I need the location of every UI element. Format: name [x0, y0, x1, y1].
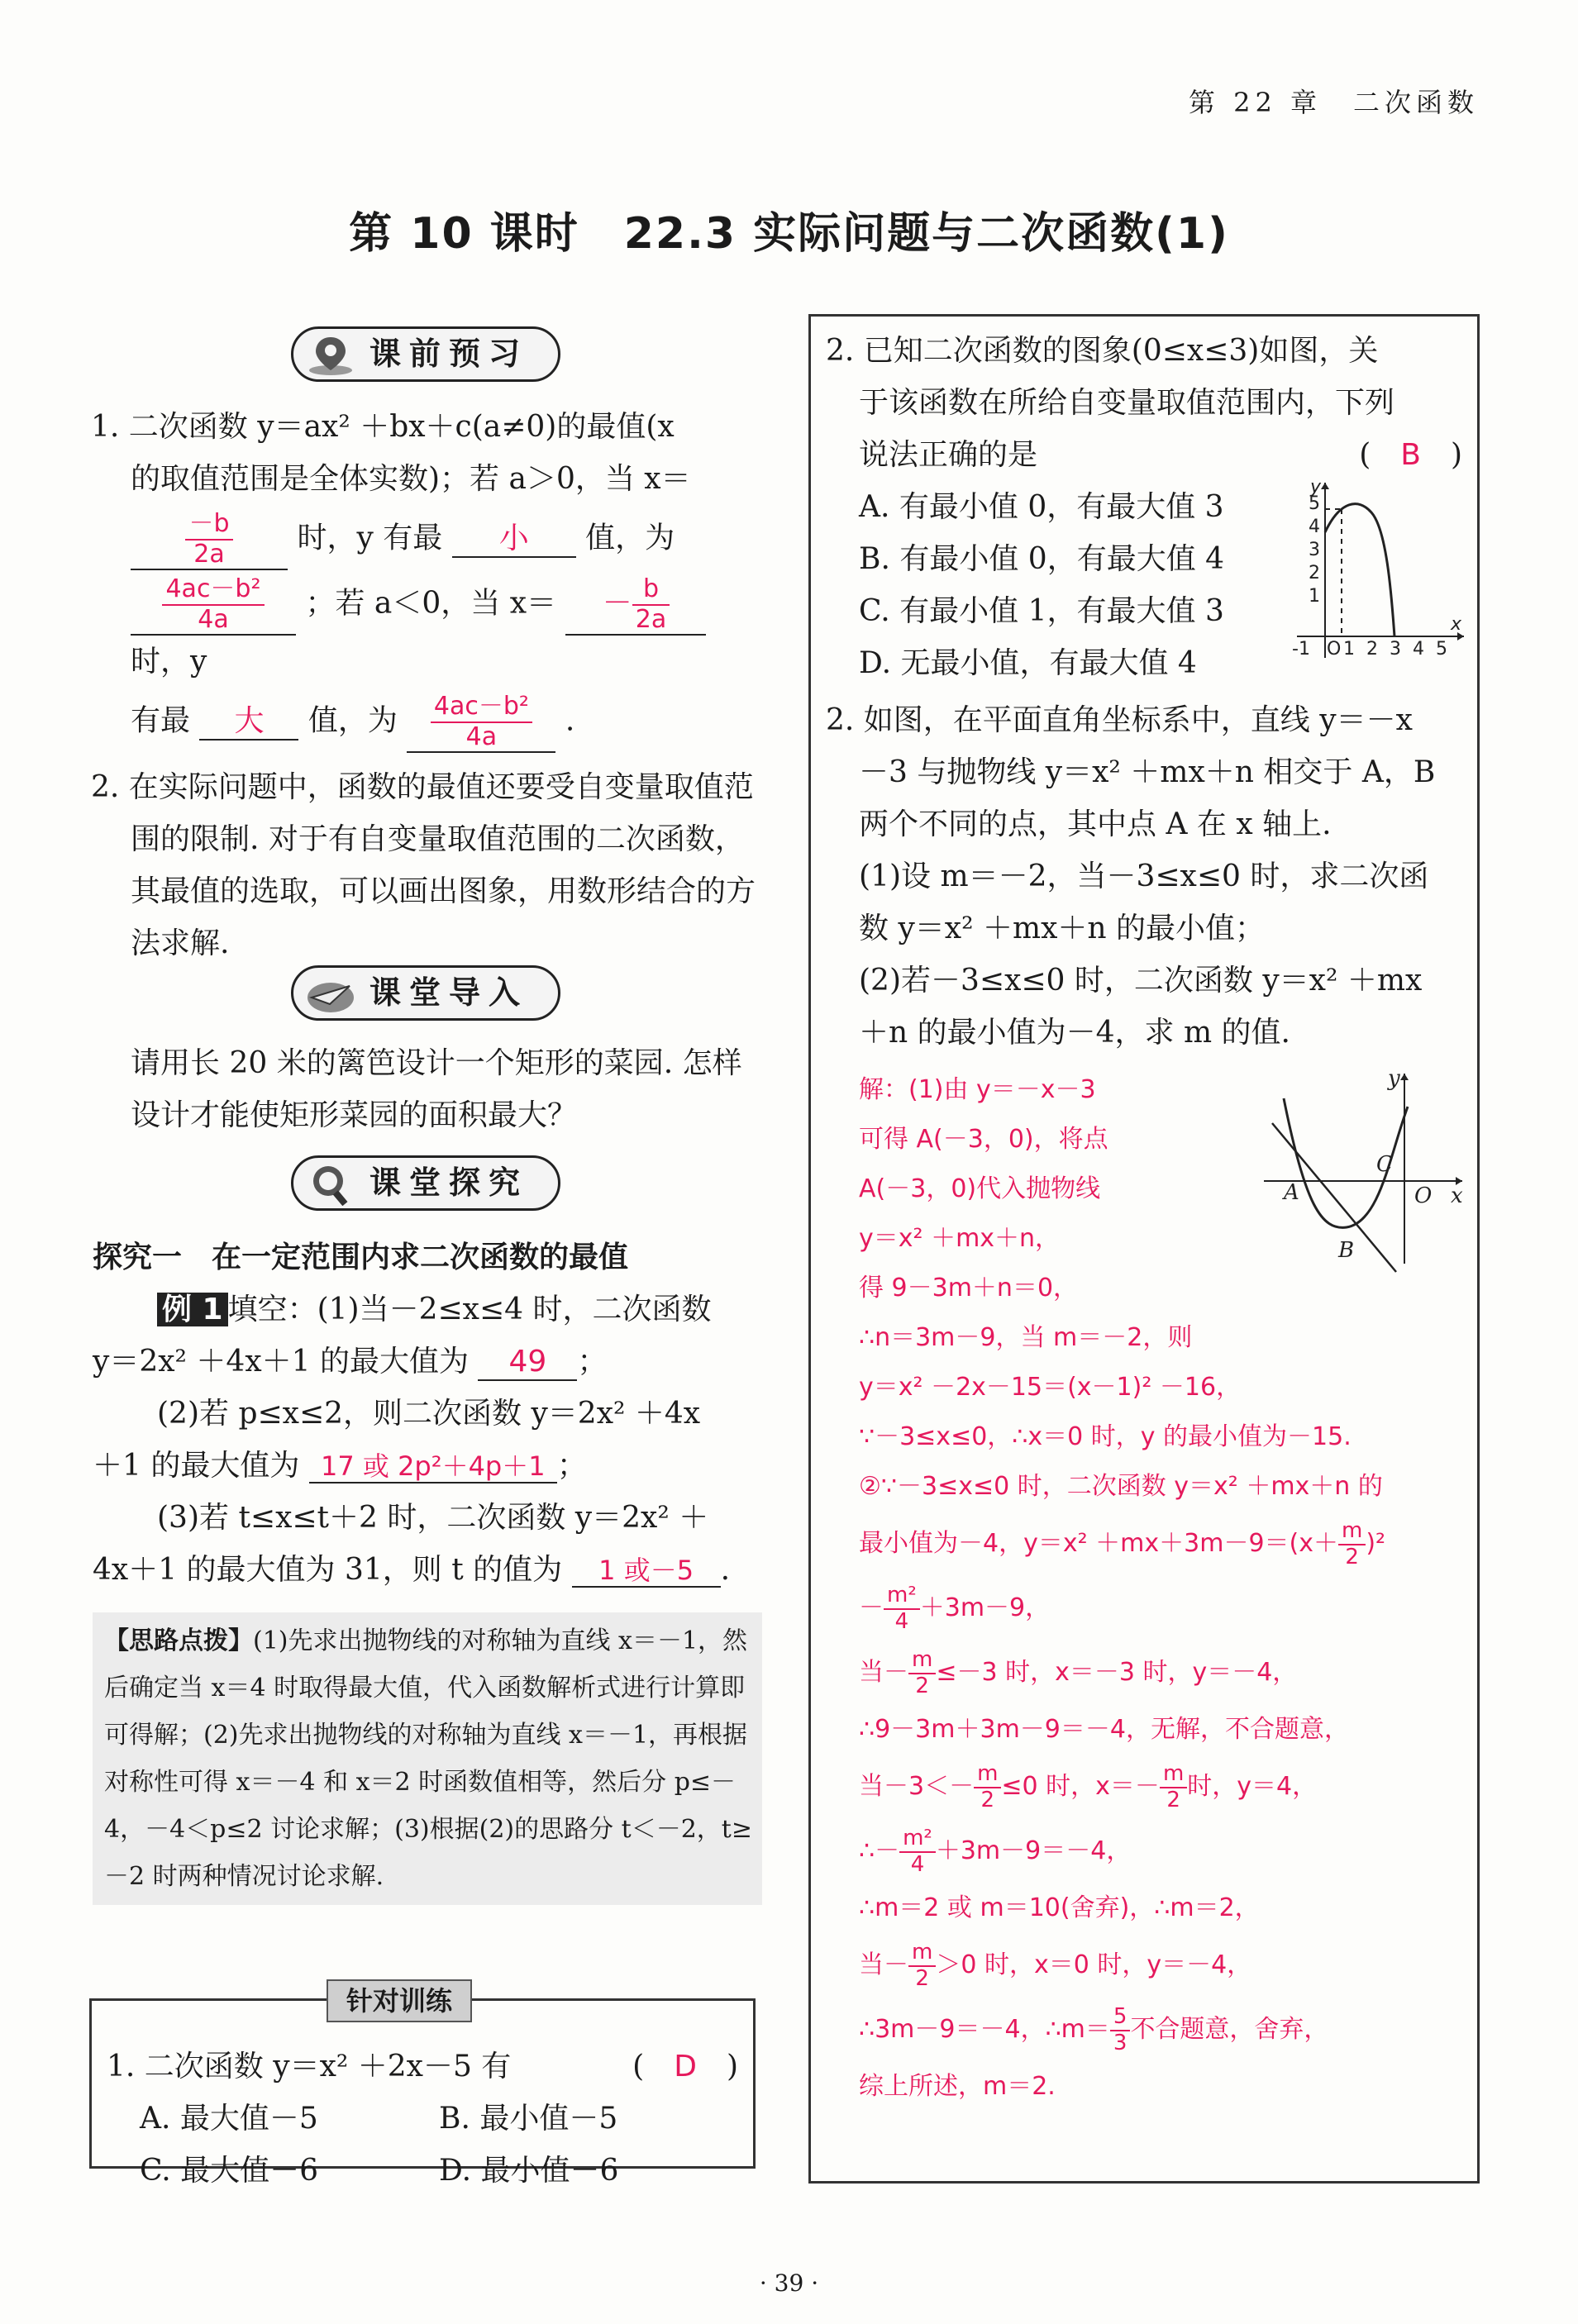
training-answer-letter: D — [674, 2050, 697, 2084]
training-option-a: A. 最大值－5 — [140, 2102, 318, 2136]
training-tag: 针对训练 — [327, 1979, 472, 2022]
example-tag: 例 1 — [157, 1293, 228, 1326]
fraction-m-2: $\frac{m}{2}$ — [1338, 1519, 1366, 1570]
right-q2a-option-a: A. 有最小值 0，有最大值 3 — [859, 490, 1224, 524]
solution-line: 综上所述，m＝2. — [859, 2072, 1056, 2101]
section-pill-preview — [291, 326, 560, 382]
fraction-neg-b-2a: $\frac{-b}{2a}$ — [185, 510, 232, 569]
graph1-ytick: 3 — [1309, 540, 1320, 560]
graph1-xtick: 5 — [1436, 639, 1447, 660]
paper-plane-icon — [305, 973, 356, 1016]
preview-q1-text6: 值，为 — [307, 703, 398, 738]
page-number: · 39 · — [759, 2269, 819, 2297]
preview-q1-text: 时，y 有最 — [297, 521, 443, 555]
right-q2a-option-d: D. 无最小值，有最大值 4 — [859, 646, 1197, 680]
solution-line: 可得 A(－3，0)，将点 — [859, 1125, 1108, 1154]
right-q2b-line7: ＋n 的最小值为－4，求 m 的值. — [859, 1016, 1291, 1050]
right-q2b-line3: 两个不同的点，其中点 A 在 x 轴上. — [859, 807, 1332, 841]
solution-line: ②∵－3≤x≤0 时，二次函数 y＝x² ＋mx＋n 的 — [859, 1472, 1383, 1501]
right-column-box — [808, 314, 1480, 2184]
solution-line: ∴9－3m＋3m－9＝－4，无解，不合题意， — [859, 1715, 1349, 1744]
right-q2b-line2: －3 与抛物线 y＝x² ＋mx＋n 相交于 A，B — [859, 755, 1436, 789]
training-box — [89, 1998, 756, 2188]
fraction-m-2: $\frac{m}{2}$ — [1160, 1762, 1187, 1813]
section-pill-intro — [291, 965, 560, 1021]
graph2-x-label: x — [1451, 1183, 1463, 1208]
page-title: 第 10 课时 22.3 实际问题与二次函数(1) — [349, 209, 1229, 259]
pill-label-preview: 课前预习 — [369, 336, 529, 372]
solution-line: y＝x² ＋mx＋n， — [859, 1224, 1061, 1253]
training-question-text: 1. 二次函数 y＝x² ＋2x－5 有 — [107, 2050, 512, 2084]
magnifier-icon — [305, 1163, 356, 1206]
graph1-x-label: x — [1451, 614, 1462, 635]
graph2-origin: O — [1414, 1183, 1433, 1208]
solution-line: ∴－ $\frac{\text{m²}}{4}$ ＋3m－9＝－4， — [859, 1825, 1132, 1877]
right-q2b-line4: (1)设 m＝－2，当－3≤x≤0 时，求二次函 — [859, 860, 1429, 893]
example-q1-text: 填空：(1)当－2≤x≤4 时，二次函数 — [227, 1293, 712, 1326]
right-q2a-answer: ( B ) — [1359, 438, 1462, 472]
fraction-m2-4: $\frac{\text{m²}}{4}$ — [884, 1583, 920, 1635]
graph1-xtick: 2 — [1366, 639, 1378, 660]
solution-line: 当－ $\frac{m}{2}$ ＞0 时，x＝0 时，y＝－4， — [859, 1939, 1252, 1991]
right-q2a-line3 — [826, 429, 1462, 481]
answer-blank-vertex-x — [131, 510, 288, 570]
explore-block — [93, 1231, 762, 1905]
right-q2a-option-b: B. 有最小值 0，有最大值 4 — [859, 542, 1225, 576]
answer-blank-min: 小 — [452, 521, 576, 558]
training-option-b: B. 最小值－5 — [439, 2102, 618, 2136]
example-line1 — [93, 1283, 762, 1336]
intro-text: 请用长 20 米的篱笆设计一个矩形的菜园. 怎样设计才能使矩形菜园的面积最大？ — [131, 1046, 742, 1132]
fraction-m-2: $\frac{m}{2}$ — [908, 1941, 936, 1992]
location-pin-icon — [305, 334, 356, 377]
right-q2b-block — [826, 694, 1462, 1059]
solution-line: y＝x² －2x－15＝(x－1)² －16， — [859, 1373, 1242, 1402]
example-q2-text: ＋1 的最大值为 — [93, 1449, 300, 1483]
solution-line: ∴3m－9＝－4，∴m＝ $\frac{5}{3}$ 不合题意，舍弃， — [859, 2003, 1329, 2055]
chapter-header: 第 22 章 二次函数 — [1188, 87, 1479, 118]
fraction-5-3: $\frac{5}{3}$ — [1110, 2005, 1131, 2056]
graph1-curve — [1325, 504, 1394, 636]
graph2-point-c: C — [1376, 1152, 1393, 1177]
fraction-4ac-b2-4a: $\frac{\text{4ac－b²}}{4a}$ — [162, 575, 264, 634]
hint-box — [93, 1612, 762, 1905]
fraction-m-2: $\frac{m}{2}$ — [908, 1648, 936, 1699]
example-line6: 4x＋1 的最大值为 31，则 t 的值为 1 或－5 . — [93, 1553, 731, 1587]
fraction-m-2: $\frac{m}{2}$ — [974, 1762, 1001, 1813]
solution-line: ∴n＝3m－9，当 m＝－2，则 — [859, 1323, 1193, 1352]
fraction-m2-4: $\frac{\text{m²}}{4}$ — [899, 1826, 936, 1878]
solution-line: A(－3，0)代入抛物线 — [859, 1174, 1101, 1203]
pill-label-explore: 课堂探究 — [369, 1164, 529, 1201]
graph1-xtick: 3 — [1390, 639, 1401, 660]
solution-line: 当－3＜－ $\frac{m}{2}$ ≤0 时，x＝－ $\frac{m}{2}$ 时，y＝4， — [859, 1760, 1318, 1812]
preview-q1-text3: ；若 a＜0，当 x＝ — [305, 586, 557, 621]
hint-label: 【思路点拨】 — [104, 1626, 253, 1655]
solution-line: 最小值为－4，y＝x² ＋mx＋3m－9＝(x＋ $\frac{m}{2}$ )² — [859, 1517, 1386, 1569]
line-parabola-graph — [1256, 1065, 1471, 1280]
training-answer: ( D ) — [632, 2050, 738, 2084]
graph1-y-label: y — [1310, 477, 1322, 498]
right-q2a-options-area — [826, 477, 1462, 688]
right-q2b-line1: 2. 如图，在平面直角坐标系中，直线 y＝－x — [826, 703, 1413, 737]
solution-line: ∴m＝2 或 m＝10(舍弃)，∴m＝2， — [859, 1893, 1260, 1922]
answer-blank-vertex-x2: － $\frac{b}{2a}$ — [565, 575, 706, 636]
pill-label-intro: 课堂导入 — [369, 974, 529, 1011]
fraction-4ac-b2-4a-2: $\frac{\text{4ac－b²}}{4a}$ — [431, 693, 532, 751]
answer-blank-ex3: 1 或－5 — [572, 1555, 721, 1588]
graph1-ytick: 2 — [1309, 563, 1320, 583]
graph1-xtick: 1 — [1343, 639, 1355, 660]
parabola-graph-small — [1289, 474, 1471, 660]
preview-block — [91, 401, 760, 969]
preview-q1-line3 — [91, 510, 760, 570]
example-line4: ＋1 的最大值为 17 或 2p²＋4p＋1 ； — [93, 1449, 587, 1483]
right-q2a-line1: 2. 已知二次函数的图象(0≤x≤3)如图，关 — [826, 334, 1379, 368]
section-pill-explore — [291, 1155, 560, 1211]
fraction-b-2a: $\frac{b}{2a}$ — [632, 575, 670, 634]
right-q2a-text: 说法正确的是 — [859, 438, 1038, 472]
graph1-xtick: -1 — [1292, 639, 1310, 660]
solution-block — [826, 1065, 1462, 2112]
answer-blank-ex1: 49 — [478, 1344, 577, 1381]
example-line2: y＝2x² ＋4x＋1 的最大值为 49 ； — [93, 1336, 762, 1388]
example-q1-text2: y＝2x² ＋4x＋1 的最大值为 — [93, 1345, 469, 1379]
solution-line: ∵－3≤x≤0，∴x＝0 时，y 的最小值为－15. — [859, 1422, 1352, 1451]
example-line3: (2)若 p≤x≤2，则二次函数 y＝2x² ＋4x — [157, 1397, 701, 1431]
answer-blank-max: 大 — [199, 703, 298, 741]
answer-blank-max-value — [407, 693, 555, 753]
training-option-d: D. 最小值－6 — [439, 2154, 619, 2188]
example-line5: (3)若 t≤x≤t＋2 时，二次函数 y＝2x² ＋ — [157, 1501, 709, 1535]
graph2-y-label: y — [1388, 1066, 1400, 1091]
graph2-point-a: A — [1284, 1180, 1299, 1205]
preview-q1-text5: 有最 — [131, 703, 191, 738]
right-q2a-answer-letter: B — [1400, 438, 1421, 472]
preview-q1-line1: 1. 二次函数 y＝ax² ＋bx＋c(a≠0)的最值(x — [91, 410, 675, 444]
preview-q1-text2: 值，为 — [585, 521, 675, 555]
right-q2b-line6: (2)若－3≤x≤0 时，二次函数 y＝x² ＋mx — [859, 964, 1423, 998]
preview-q1-text4: 时，y — [131, 645, 207, 679]
preview-q2: 2. 在实际问题中，函数的最值还要受自变量取值范围的限制. 对于有自变量取值范围的二次函数，其最值的选取，可以画出图象，用数形结合的方法求解. — [91, 770, 756, 960]
preview-q1-text7: . — [565, 703, 575, 738]
hint-text: (1)先求出抛物线的对称轴为直线 x＝－1，然后确定当 x＝4 时取得最大值，代入函数解析式进行计算即可得解；(2)先求出抛物线的对称轴为直线 x＝－1，再根据对称性可得 x＝－4 和 x＝2 时函数值相等，然后分 p≤－4，－4＜p≤2 讨论求解；(3)根据(2)的思路分 t＜－2，t≥－2 时两种情况讨论求解. — [104, 1626, 752, 1891]
solution-line: 得 9－3m＋n＝0， — [859, 1274, 1079, 1302]
right-q2a-line2: 于该函数在所给自变量取值范围内，下列 — [859, 386, 1395, 420]
solution-line: － $\frac{\text{m²}}{4}$ ＋3m－9， — [859, 1582, 1051, 1634]
preview-q1-line4 — [91, 575, 760, 688]
graph1-xtick: 4 — [1413, 639, 1424, 660]
right-q2b-line5: 数 y＝x² ＋mx＋n 的最小值； — [859, 912, 1266, 945]
solution-line: 当－ $\frac{m}{2}$ ≤－3 时，x＝－3 时，y＝－4， — [859, 1646, 1298, 1698]
preview-q1-line2: 的取值范围是全体实数)；若 a＞0，当 x＝ — [131, 462, 691, 496]
solution-line: 解：(1)由 y＝－x－3 — [859, 1075, 1096, 1104]
training-question — [107, 2041, 738, 2093]
example-q3-text: 4x＋1 的最大值为 31，则 t 的值为 — [93, 1553, 563, 1587]
right-q2a-option-c: C. 有最小值 1，有最大值 3 — [859, 594, 1224, 628]
explore-section-title: 探究一 在一定范围内求二次函数的最值 — [93, 1241, 629, 1274]
preview-q1-line5 — [91, 693, 760, 753]
graph1-origin: O — [1327, 639, 1342, 660]
answer-blank-ex2: 17 或 2p²＋4p＋1 — [309, 1450, 557, 1483]
answer-blank-min-value — [131, 575, 296, 636]
graph1-ytick: 4 — [1309, 517, 1320, 537]
training-options-row2 — [107, 2145, 738, 2197]
graph1-ytick: 1 — [1309, 586, 1320, 607]
graph1-ytick: 5 — [1309, 493, 1320, 514]
training-option-c: C. 最大值－6 — [140, 2154, 319, 2188]
training-options-row1 — [107, 2093, 738, 2145]
graph2-point-b: B — [1338, 1238, 1355, 1263]
